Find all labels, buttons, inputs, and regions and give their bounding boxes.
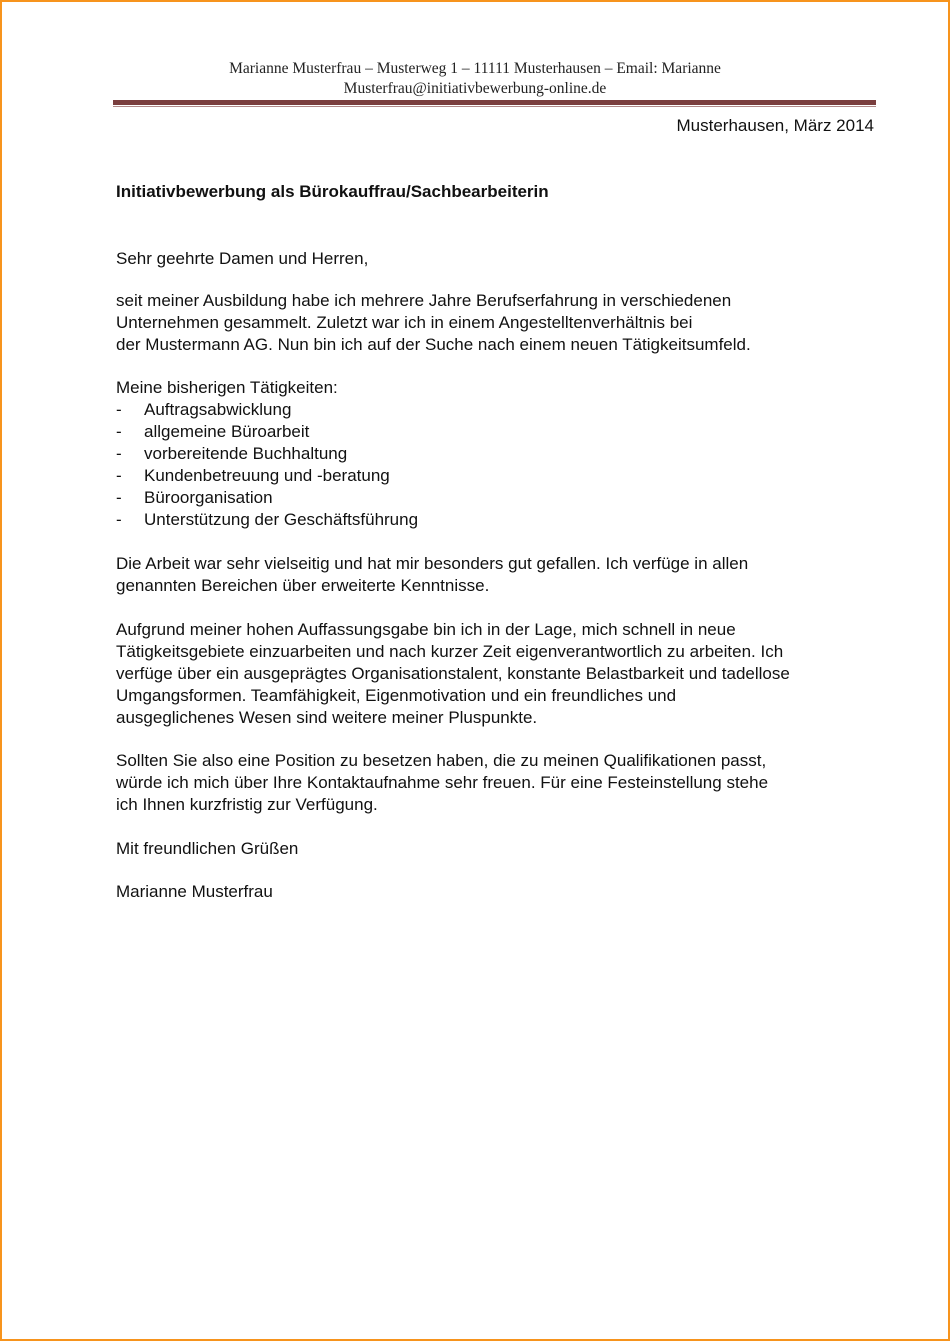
list-item [116, 465, 816, 487]
list-item [116, 487, 816, 509]
text-line: Umgangsformen. Teamfähigkeit, Eigenmotivation und ein freundliches und [116, 686, 677, 705]
text-line: ausgeglichenes Wesen sind weitere meiner Pluspunkte. [116, 708, 538, 727]
list-title: Meine bisherigen Tätigkeiten: [116, 378, 338, 397]
list-marker: - [116, 444, 122, 463]
text-line: würde ich mich über Ihre Kontaktaufnahme sehr freuen. Für eine Festeinstellung stehe [116, 773, 769, 792]
paragraph-4 [116, 750, 768, 816]
list-item [116, 421, 816, 443]
closing: Mit freundlichen Grüßen [116, 839, 299, 858]
paragraph-1 [116, 290, 751, 356]
text-line: Die Arbeit war sehr vielseitig und hat mir besonders gut gefallen. Ich verfüge in allen [116, 554, 749, 573]
salutation: Sehr geehrte Damen und Herren, [116, 249, 369, 268]
header-rule [113, 100, 876, 105]
paragraph-3 [116, 619, 790, 729]
list-marker: - [116, 488, 122, 507]
list-item-text: allgemeine Büroarbeit [144, 422, 310, 441]
text-line: Sollten Sie also eine Position zu besetzen haben, die zu meinen Qualifikationen passt, [116, 751, 767, 770]
text-line: Aufgrund meiner hohen Auffassungsgabe bin ich in der Lage, mich schnell in neue [116, 620, 736, 639]
text-line: der Mustermann AG. Nun bin ich auf der Suche nach einem neuen Tätigkeitsumfeld. [116, 335, 751, 354]
text-line: ich Ihnen kurzfristig zur Verfügung. [116, 795, 378, 814]
list-marker: - [116, 510, 122, 529]
list-item-text: Büroorganisation [144, 488, 273, 507]
header-address-line2: Musterfrau@initiativbewerbung-online.de [343, 80, 607, 97]
signature: Marianne Musterfrau [116, 882, 273, 901]
list-item-text: Kundenbetreuung und -beratung [144, 466, 390, 485]
text-line: genannten Bereichen über erweiterte Kenntnisse. [116, 576, 490, 595]
text-line: verfüge über ein ausgeprägtes Organisationstalent, konstante Belastbarkeit und tadellose [116, 664, 790, 683]
list-item [116, 509, 816, 531]
list-item-text: Unterstützung der Geschäftsführung [144, 510, 419, 529]
list-item-text: Auftragsabwicklung [144, 400, 292, 419]
text-line: Unternehmen gesammelt. Zuletzt war ich in einem Angestelltenverhältnis bei [116, 313, 693, 332]
activities-list [116, 377, 816, 531]
list-marker: - [116, 466, 122, 485]
list-item-text: vorbereitende Buchhaltung [144, 444, 348, 463]
list-item [116, 399, 816, 421]
list-item [116, 443, 816, 465]
text-line: Tätigkeitsgebiete einzuarbeiten und nach kurzer Zeit eigenverantwortlich zu arbeiten. Ich [116, 642, 784, 661]
header-address-line1: Marianne Musterfrau – Musterweg 1 – 11111 Musterhausen – Email: Marianne [229, 60, 721, 77]
header-rule-thin [113, 106, 876, 107]
list-marker: - [116, 400, 122, 419]
date-line: Musterhausen, März 2014 [676, 116, 874, 135]
paragraph-2 [116, 553, 748, 597]
subject-line: Initiativbewerbung als Bürokauffrau/Sachbearbeiterin [116, 182, 549, 201]
text-line: seit meiner Ausbildung habe ich mehrere Jahre Berufserfahrung in verschiedenen [116, 291, 732, 310]
list-marker: - [116, 422, 122, 441]
